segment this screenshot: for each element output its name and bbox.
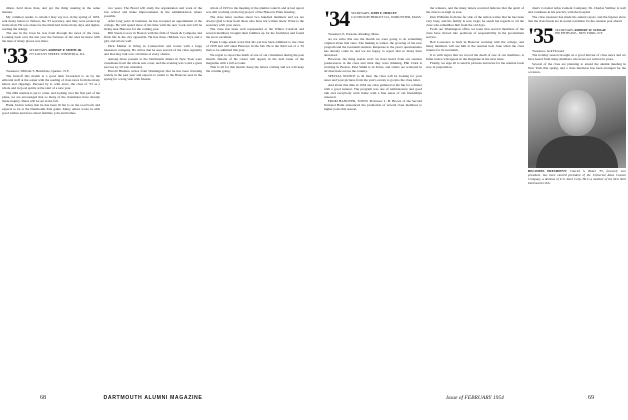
paragraph: two years. The Board will study the organization and work of the law school and make improvements in the administration where possible. — [104, 6, 202, 19]
paragraph: From our Washington office we learn that several members of the class have moved into positions of responsibility in the government service. — [426, 27, 524, 40]
paragraph: The kickoff this month is a good item forwarded to us by the editorial staff at the outset with the reading of class news from the many letters and clippings. Pursued by it, with news, the class of '33 as a whole and in good spirits at the start of a new year. — [2, 73, 100, 91]
issue-date: Issue of FEBRUARY 1954 — [446, 395, 504, 401]
paragraph: However, the thing stands well: we have heard from our reunion predecessors in the class and what they were thinking. Phil Clark is working in Boston, Paul Smith is in Texas, and others are scattered in all directions across the country. — [324, 57, 422, 74]
paragraph: Dan Williams from the far side of the nation writes that he has been very busy, and his family is now large; he sends his regards to all the class who remember him from the old days. — [426, 14, 524, 27]
left-column-1 — [2, 6, 100, 391]
right-column-3 — [528, 6, 626, 391]
treasurer-line: Treasurer, Jack Howard — [532, 48, 565, 53]
secretary-name: JOHN F. HURLEY — [370, 11, 398, 15]
secretary-label: SECRETARY, — [555, 27, 574, 32]
paragraph: Harold Hinman writes from Washington that he has been traveling widely in the past year and expects to return to the Hanover area in the spring for a long visit with friends. — [104, 69, 202, 82]
secretary-info — [29, 46, 85, 57]
right-column-2 — [426, 6, 524, 391]
paragraph: whole of 1953 to the meeting of the alumni council, and at last report was still working on the big project of the Hanover Plain housing. — [206, 6, 304, 15]
paragraph: Bill Steele is now in Boston with the firm of Steele & Company and finds life in the city agreeable. He has three children, two boys and a girl, and all are well. — [104, 31, 202, 44]
left-footer — [0, 395, 306, 409]
class-heading — [2, 43, 100, 69]
class-heading — [528, 22, 626, 48]
right-footer — [322, 395, 628, 409]
treasurer-line: Treasurer, E. Parsons, Reading, Mass. — [328, 32, 380, 36]
paragraph: It is with regret that we record the death of one of our members. A fuller notice will appear in the magazine in the next issue. — [426, 52, 524, 61]
paragraph: Finally, we urge all to send in pictures and news for the reunion book now in preparation. — [426, 61, 524, 70]
paragraph: Several of the class are planning to attend the alumni meeting in New York this spring, and a class luncheon has been arranged for the occasion. — [528, 61, 626, 74]
secretary-info — [351, 9, 421, 20]
left-column-3 — [206, 6, 304, 391]
paragraph: That is all for this month. Keep the letters coming and we will keep the column going. — [206, 65, 304, 74]
paragraph: The class treasurer has made his annual report, and the figures show that the class funds are in sound condition for the reunion year ahead. — [528, 14, 626, 23]
class-year: '35 — [528, 22, 554, 48]
secretary-name: ROBERT W. SCHAAF — [574, 27, 607, 32]
secretary-name: ROBERT P. SMITH JR. — [48, 48, 82, 53]
treasurer-line: Treasurer, William T. Hendricks, Quebec, N.Y. — [6, 69, 70, 74]
secretary-label: SECRETARY, — [29, 48, 48, 53]
photo-shoulders — [536, 136, 618, 168]
class-heading — [324, 6, 422, 31]
left-page — [0, 0, 306, 420]
paragraph: And about this time in 1954 our class gathered at the Inn for a dinner with a good turnout. The program was one of reminiscence and good talk and everybody went home with a fine sense of old friendships renewed. — [324, 82, 422, 99]
secretary-address: C/O NELSON HURLEY CO., WORCESTER, MASS. — [351, 14, 422, 19]
paragraph: The 20th reunion is yet to come, and looking over the first part of the plans, we are encouraged that so many of the classmates have already made inquiry. Dates will be set in the fall. — [2, 90, 100, 103]
magazine-title: DARTMOUTH ALUMNI MAGAZINE — [103, 395, 203, 401]
secretary-address: 275 LOCUST STREET, WINNETKA, ILL. — [29, 52, 86, 57]
class-year: '34 — [324, 6, 350, 31]
paragraph: FROM HANOVER, TOWN, Professor L. B. Brown of the Second National Bank announced the promotion of several class members to higher posts this season. — [324, 99, 422, 112]
caption-heading: BECOMES PRESIDENT: — [528, 168, 567, 173]
secretary-label: SECRETARY, — [351, 11, 370, 15]
paragraph: Frank Lodge sends word that his son has been admitted to the class of 1958 and will enter Hanover in the fall. He is the third son of a '33 man to be admitted this year. — [206, 39, 304, 52]
paragraph: the winners, and the many letters received indicate that the spirit of the class is as high as ever. — [426, 6, 524, 15]
left-column-2 — [104, 6, 202, 391]
secretary-address: 830 FIFTH AVE., NEW YORK, N.Y. — [555, 31, 603, 36]
paragraph: My common reader, to whom I may say not, in the spring of 1953, sent many letters to Nelson, the '33 secretary, and they were picked up in the mail. He was alone for the mind had in the many days and nights, reading the doings. — [2, 14, 100, 31]
paragraph: The class letter reaches about two hundred members and we are always glad to hear from those who have not written lately. Write to the secretary with your news. — [206, 14, 304, 27]
paragraph: The holiday season brought us a good harvest of class news and we have heard from many members who have not written in years. — [528, 53, 626, 62]
paragraph: dition, hold more than, and got the thing running in the same manner. — [2, 6, 100, 15]
paragraph: Dick Mather is living in Connecticut and works with a large insurance company. He writes that he sees several of the class regularly and that they talk over old times at every chance. — [104, 43, 202, 57]
paragraph: SPECIAL NOTICE to all fans: the class will be looking for your news and your pictures from the year's events to go into the class letter. — [324, 73, 422, 83]
right-page — [322, 0, 628, 420]
class-year: '33 — [2, 43, 28, 69]
paragraph: We regret to report the death of one of our classmates during the past month. Details of his career will appear in the next issue of the magazine with a full account. — [206, 52, 304, 65]
paragraph: dren's Colonial Atlas Cement Company. Dr. Charles Webber is well and continues in his practice with the hospital. — [528, 6, 626, 15]
page-number: 69 — [588, 395, 594, 401]
photo-face — [558, 90, 596, 136]
paragraph: Bob Lawrence is back in Hanover working with the college, and many members will see him at the reunion next June when the class returns for its twentieth. — [426, 39, 524, 52]
paragraph: The one in the town he was from through the news of the class. Looking back over the last year the fortunes of the ones he knew with the men of many places was there. — [2, 31, 100, 44]
paragraph: Among those present at the Dartmouth dinner in New York were classmates from the whole east coast, and the evening was voted a great success by all who attended. — [104, 56, 202, 69]
right-column-1 — [324, 6, 422, 391]
paragraph: The class has been well represented at the Winter Carnival and several members brought their families up for the festivities and found the snow excellent. — [206, 27, 304, 40]
paragraph: After long years in business, he has accepted an appointment at the college. He will spend most of his time with the new work and will be living near Hanover for the coming year. — [104, 18, 202, 31]
caption-text: Charles S. Baker '35, formerly vice president, has been elected president of the Universal Atlas Cement Company, a division of U.S. Steel Corp. He is a member of the New York Dartmouth Club. — [528, 168, 626, 185]
page-number: 68 — [40, 395, 46, 401]
paragraph: Hank Jordan writes that he has been ill but is on the road back and expects to be at the Dartmouth-Yale game. Many others wrote in with good wishes and news about families, jobs and homes. — [2, 103, 100, 116]
secretary-info — [555, 26, 606, 37]
page-gutter — [306, 0, 322, 420]
paragraph: As we write this one the month we were going to do something original about this class. The making is winter, the growing of the new program and the twentieth reunion. Response to the year's questionnaire has already come in, and we are happy to report that so many have answered. — [324, 36, 422, 57]
photo-caption — [528, 170, 626, 186]
portrait-photo — [528, 76, 626, 168]
